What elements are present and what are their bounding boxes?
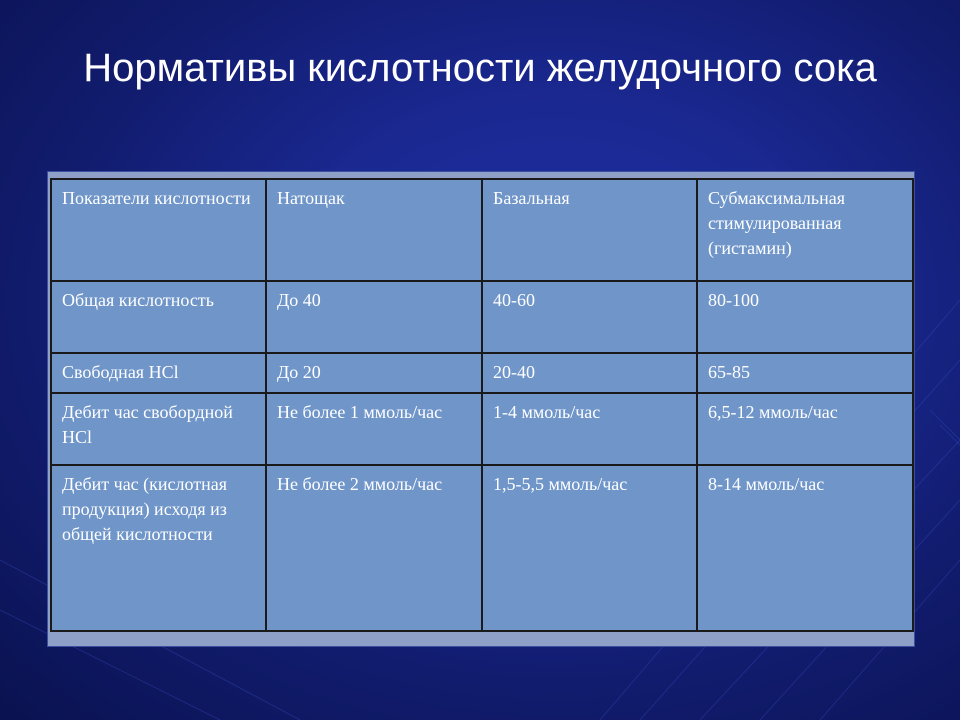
table-cell: Дебит час (кислотная продукция) исходя из общей кислотности (51, 465, 266, 631)
header-cell-stimulated: Субмаксимальная стимулированная (гистамин) (697, 179, 913, 281)
table-cell: 6,5-12 ммоль/час (697, 393, 913, 465)
norms-table (50, 178, 914, 632)
table-cell: Дебит час свобордной HCl (51, 393, 266, 465)
table-cell: 20-40 (482, 353, 697, 393)
table-cell: Не более 1 ммоль/час (266, 393, 482, 465)
table-cell: 1,5-5,5 ммоль/час (482, 465, 697, 631)
header-cell-indicator: Показатели кислотности (51, 179, 266, 281)
table-row (51, 465, 913, 631)
table-row (51, 393, 913, 465)
table-row (51, 353, 913, 393)
table-header-row (51, 179, 913, 281)
table-cell: Не более 2 ммоль/час (266, 465, 482, 631)
norms-table-frame (48, 172, 914, 646)
table-cell: 80-100 (697, 281, 913, 353)
table-cell: 1-4 ммоль/час (482, 393, 697, 465)
table-cell: Общая кислотность (51, 281, 266, 353)
table-cell: 65-85 (697, 353, 913, 393)
slide-title: Нормативы кислотности желудочного сока (83, 46, 877, 90)
table-cell: До 40 (266, 281, 482, 353)
table-cell: Свободная HCl (51, 353, 266, 393)
header-cell-basal: Базальная (482, 179, 697, 281)
table-cell: До 20 (266, 353, 482, 393)
table-row (51, 281, 913, 353)
table-cell: 40-60 (482, 281, 697, 353)
header-cell-fasting: Натощак (266, 179, 482, 281)
table-cell: 8-14 ммоль/час (697, 465, 913, 631)
